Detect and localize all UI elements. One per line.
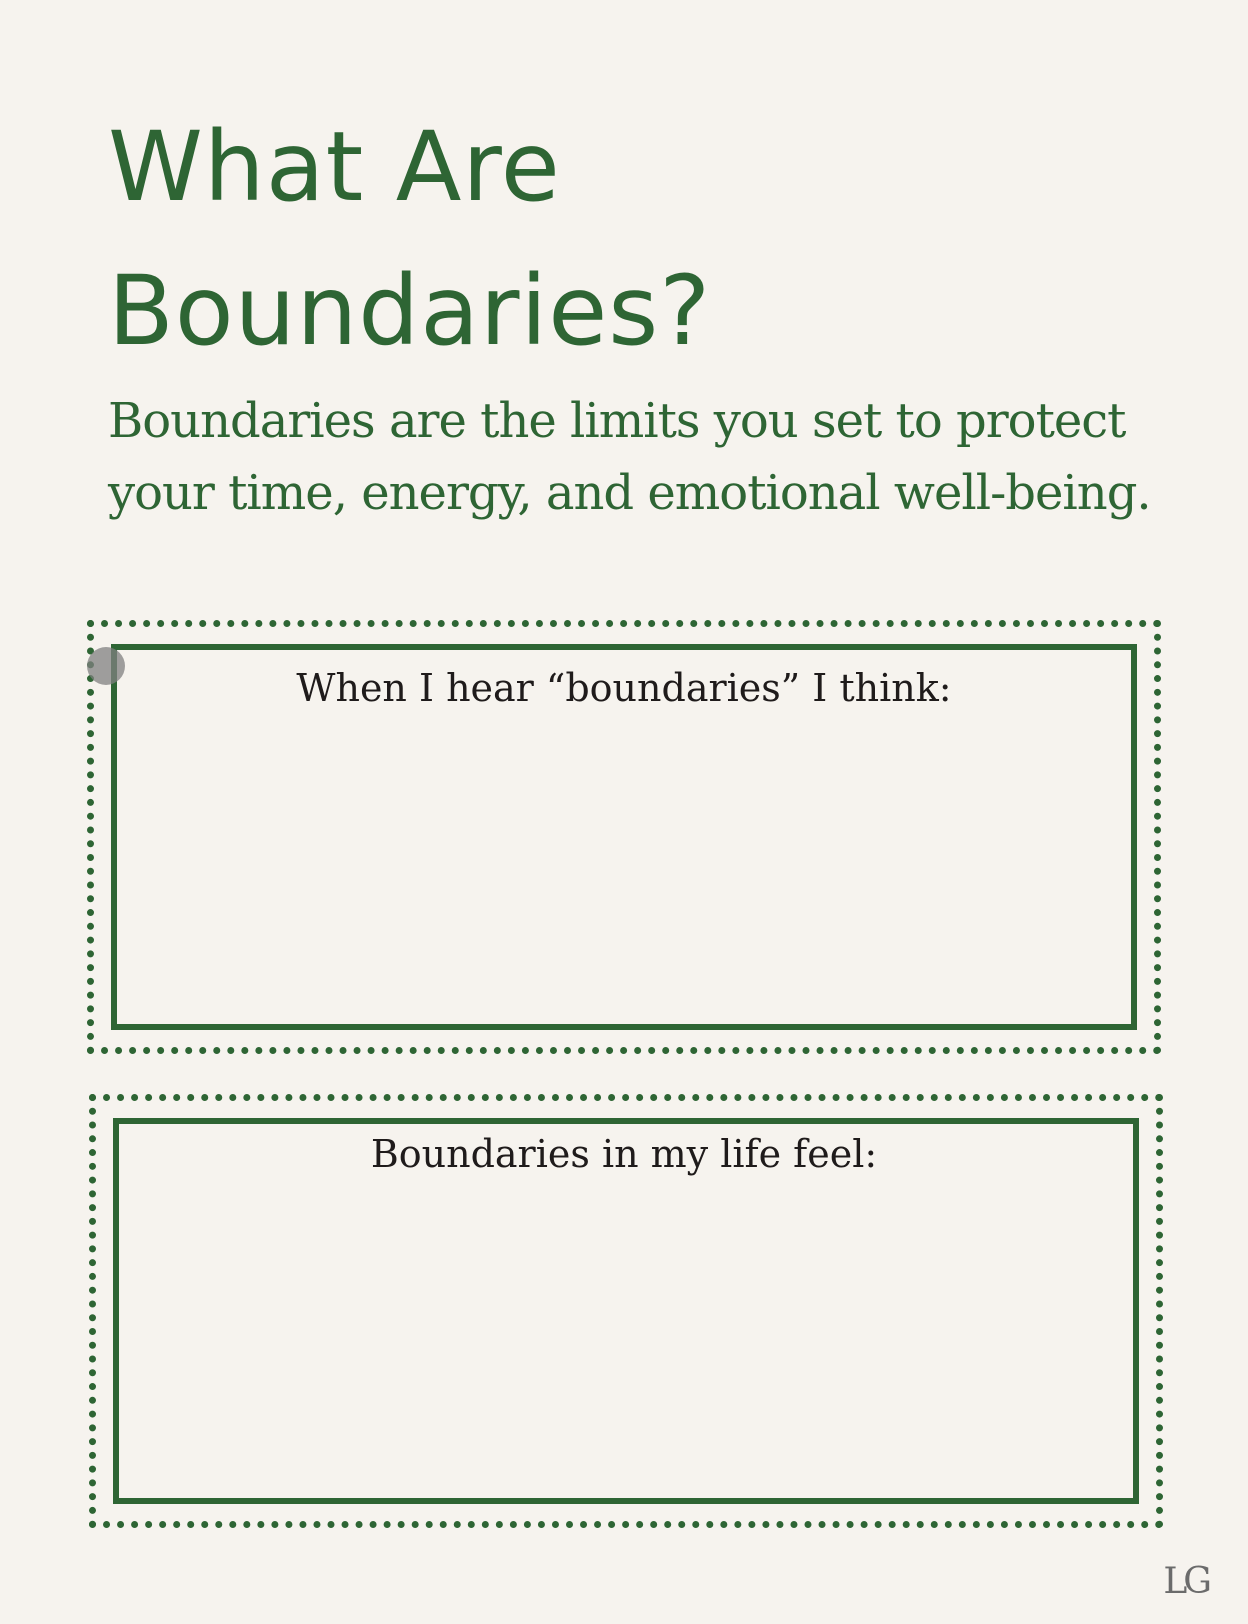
prompt-label-1: When I hear “boundaries” I think: xyxy=(296,666,952,710)
page-title-line-2: Boundaries? xyxy=(108,255,712,367)
prompt-label-2: Boundaries in my life feel: xyxy=(370,1132,878,1176)
page-title-line-1: What Are xyxy=(108,111,561,223)
monogram-logo: LG xyxy=(1163,1561,1208,1602)
page-title xyxy=(108,95,711,383)
touch-indicator xyxy=(87,647,125,685)
intro-text: Boundaries are the limits you set to protect your time, energy, and emotional well-being. xyxy=(108,393,1151,521)
